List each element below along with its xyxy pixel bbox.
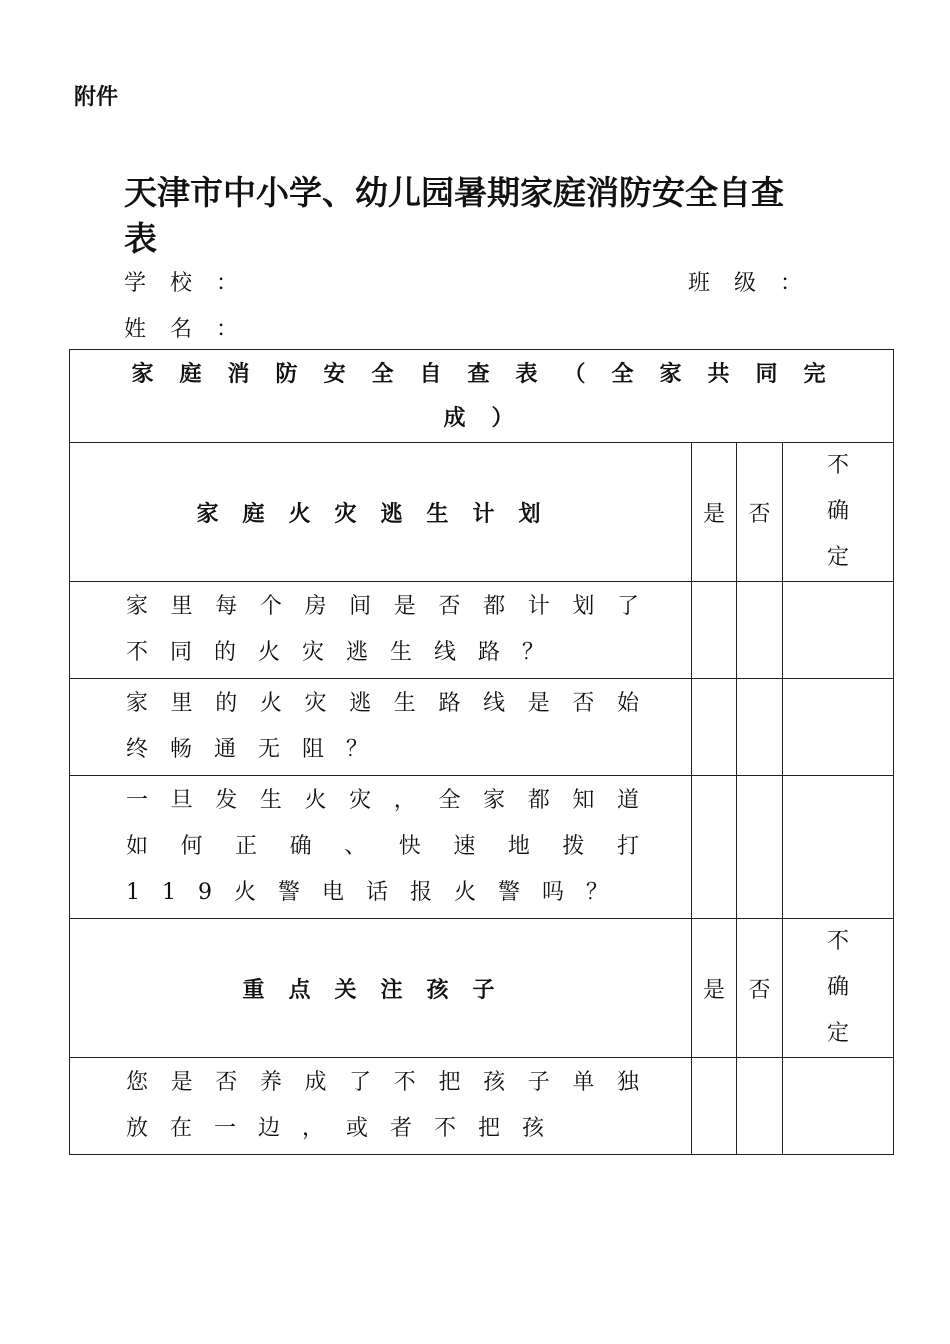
- answer-no-cell[interactable]: [737, 679, 783, 776]
- answer-unsure-cell[interactable]: [783, 679, 894, 776]
- name-label: 姓名：: [124, 317, 263, 342]
- unsure-column-header: 不 确 定: [783, 443, 894, 582]
- answer-yes-cell[interactable]: [692, 679, 737, 776]
- answer-no-cell[interactable]: [737, 1058, 783, 1155]
- yes-column-header: 是: [692, 443, 737, 582]
- question-row: 家里的火灾逃生路线是否始终畅通无阻？: [70, 679, 692, 776]
- title-line-1: 天津市中小学、幼儿园暑期家庭消防安全自查: [124, 173, 784, 212]
- unsure-column-header: 不 确 定: [783, 919, 894, 1058]
- answer-no-cell[interactable]: [737, 582, 783, 679]
- class-field: [688, 266, 826, 297]
- name-field: [124, 312, 262, 343]
- document-title: [124, 170, 834, 262]
- section-title-escape-plan: 家庭火灾逃生计划: [70, 443, 692, 582]
- yes-column-header: 是: [692, 919, 737, 1058]
- question-row: 一旦发生火灾，全家都知道如何正确、快速地拨打119火警电话报火警吗？: [70, 776, 692, 919]
- question-row: 家里每个房间是否都计划了不同的火灾逃生线路？: [70, 582, 692, 679]
- attachment-label: 附件: [74, 85, 119, 110]
- no-column-header: 否: [737, 919, 783, 1058]
- answer-yes-cell[interactable]: [692, 582, 737, 679]
- answer-no-cell[interactable]: [737, 776, 783, 919]
- answer-yes-cell[interactable]: [692, 1058, 737, 1155]
- self-check-table: [69, 349, 894, 1155]
- class-label: 班级：: [688, 271, 827, 296]
- answer-yes-cell[interactable]: [692, 776, 737, 919]
- title-line-2: 表: [124, 219, 157, 258]
- question-row: 您是否养成了不把孩子单独放在一边，或者不把孩: [70, 1058, 692, 1155]
- answer-unsure-cell[interactable]: [783, 776, 894, 919]
- no-column-header: 否: [737, 443, 783, 582]
- table-header: 家庭消防安全自查表（全家共同完成）: [70, 350, 894, 443]
- answer-unsure-cell[interactable]: [783, 582, 894, 679]
- school-label: 学校：: [124, 271, 263, 296]
- school-field: [124, 266, 262, 297]
- answer-unsure-cell[interactable]: [783, 1058, 894, 1155]
- section-title-child-focus: 重点关注孩子: [70, 919, 692, 1058]
